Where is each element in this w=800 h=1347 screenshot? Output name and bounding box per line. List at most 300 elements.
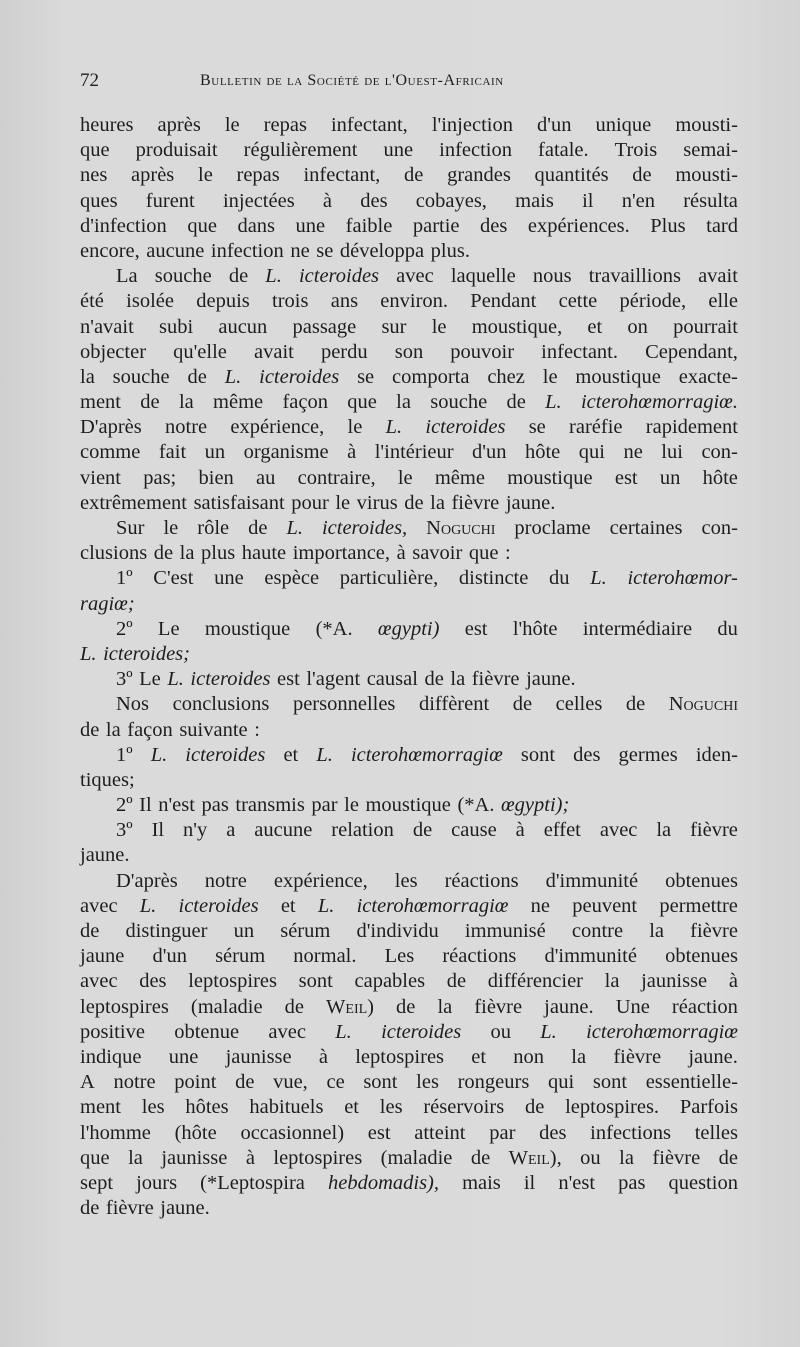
word: : (505, 542, 511, 565)
word: infectant, (330, 114, 408, 136)
word: (*A. (457, 794, 495, 817)
word: été (80, 290, 104, 313)
word: 3º (116, 668, 133, 691)
text-line (80, 113, 738, 138)
word: elle (708, 290, 738, 313)
word: façon (282, 391, 328, 414)
word: de (718, 1146, 738, 1169)
word: icterohœmorragiœ (586, 1020, 738, 1043)
word: furent (145, 189, 195, 212)
word: nous (532, 265, 572, 288)
word: transmis (235, 794, 305, 817)
word: souche (154, 265, 212, 288)
text-line (80, 1171, 738, 1196)
word: L. (167, 668, 184, 691)
word: ne (290, 239, 310, 262)
word: expériences. (527, 214, 630, 237)
word: infectant. (541, 340, 619, 363)
word: aucune (254, 819, 313, 842)
word: les (141, 1096, 165, 1119)
text-line (80, 642, 738, 667)
word: L. (224, 365, 242, 388)
word: virus (356, 491, 398, 514)
word: savoir (412, 542, 463, 565)
word: leptospires. (565, 1096, 660, 1119)
word: de (140, 391, 160, 414)
word: d'individu (356, 920, 439, 942)
word: peuvent (572, 894, 638, 917)
word: (maladie (380, 1146, 453, 1169)
word: icteroides (185, 743, 266, 766)
word: L. (150, 743, 168, 766)
word: d'infection (80, 214, 167, 237)
word: particulière, (339, 567, 439, 590)
word: par (311, 794, 338, 817)
word: trois (272, 290, 309, 313)
word: de (80, 718, 100, 741)
word: plus (201, 542, 236, 565)
word: pouvoir (450, 340, 515, 363)
word: réaction (671, 995, 738, 1018)
word: ou (580, 1146, 601, 1169)
word: de (248, 517, 268, 539)
word: qui (578, 441, 605, 464)
word: des (360, 189, 388, 212)
word: environ. (380, 290, 449, 313)
word: habituels (249, 1096, 324, 1119)
word: fièvre (690, 819, 738, 842)
word: jaune. (526, 668, 576, 691)
word: des (539, 1121, 567, 1144)
word: par (489, 1121, 516, 1144)
word: est (614, 466, 638, 489)
word: obtenues (665, 945, 738, 968)
word: distincte (458, 567, 529, 590)
word: notre (165, 416, 208, 439)
word: Weil) (326, 995, 374, 1018)
word: telles (694, 1121, 738, 1144)
word: l'hôte (512, 617, 558, 640)
word: cause (451, 819, 497, 842)
word: icteroides, (321, 517, 408, 539)
word: des (480, 214, 508, 237)
word: L. (317, 894, 335, 917)
word: période, (619, 290, 687, 313)
word: permettre (659, 894, 738, 917)
word: jaune. (160, 1197, 210, 1220)
word: comporta (392, 365, 470, 388)
word: d'un (537, 114, 572, 136)
word: œgypti); (501, 794, 570, 817)
word: avec (80, 970, 118, 993)
word: aucun (218, 315, 268, 338)
word: subi (158, 315, 194, 338)
word: le (344, 794, 359, 817)
word: de (153, 542, 174, 565)
word: de (80, 920, 100, 942)
word: la (619, 1146, 634, 1169)
word: avec (80, 894, 118, 917)
word: obtenue (174, 1020, 240, 1043)
text-line (80, 995, 738, 1020)
word: de (284, 995, 304, 1018)
word: icteroides (381, 1020, 462, 1043)
word: la (649, 920, 665, 942)
word: ne (623, 441, 643, 464)
word: diffèrent (418, 693, 490, 716)
word: personnelles (292, 693, 396, 716)
word: isolée (126, 290, 174, 313)
word: pour (291, 491, 329, 514)
word: L. (80, 642, 97, 665)
text-line (80, 894, 738, 919)
word: icteroides (298, 265, 380, 288)
word: au (256, 466, 276, 489)
word: que (347, 391, 377, 414)
word: moustique, (471, 315, 563, 338)
word: est (277, 668, 300, 691)
text-line (80, 1095, 738, 1120)
running-head: Bulletin de la Société de l'Ouest-Africain (200, 72, 504, 89)
word: rôle (197, 517, 230, 539)
word: hôte (524, 441, 561, 464)
word: et (344, 1096, 359, 1119)
word: régulièrement (243, 139, 358, 162)
word: Pendant (470, 290, 537, 313)
word: fièvre (474, 995, 523, 1018)
word: fatale. (538, 139, 589, 162)
word: de (506, 391, 526, 414)
word: ment (80, 391, 121, 414)
word: différencier (487, 970, 583, 993)
text-line (80, 163, 738, 188)
word: mousti- (675, 164, 738, 187)
word: n'est (558, 1171, 596, 1194)
word: icteroides (178, 894, 259, 917)
word: de (80, 1197, 100, 1220)
word: et (471, 1045, 487, 1068)
word: jours (136, 1171, 178, 1194)
word: capables (354, 970, 426, 993)
word: n'est (158, 794, 195, 817)
word: obtenues (665, 869, 738, 892)
word: Parfois (679, 1096, 738, 1119)
word: rapidement (645, 416, 738, 439)
word: est (464, 617, 488, 640)
word: jaune. (80, 844, 130, 867)
word: injectées (222, 189, 295, 212)
text-line (80, 264, 738, 289)
word: de (524, 1096, 545, 1119)
word: occasionnel) (240, 1121, 345, 1144)
word: l'intérieur (374, 441, 454, 464)
word: plus. (430, 239, 470, 262)
word: de (228, 265, 249, 288)
word: que (468, 542, 499, 565)
word: icteroides (190, 668, 271, 691)
word: le (347, 416, 363, 439)
word: L. (545, 391, 562, 414)
word: L. (590, 567, 607, 590)
word: la (178, 391, 194, 414)
word: à (322, 189, 333, 212)
text-line (80, 692, 738, 717)
word: Les (384, 945, 415, 968)
word: extrêmement (80, 491, 188, 514)
word: la (430, 491, 445, 514)
word: conclusions (172, 693, 270, 716)
word: L. (335, 1020, 352, 1043)
word: L. (385, 416, 403, 439)
word: icterohœmorragiœ (356, 894, 509, 917)
word: du (549, 567, 570, 590)
text-line (80, 718, 738, 743)
word: réactions (444, 869, 519, 892)
word: Le (157, 617, 180, 640)
word: non (513, 1045, 545, 1068)
word: de (396, 995, 416, 1018)
word: avec (396, 265, 434, 288)
word: con- (701, 517, 738, 539)
word: leptospires (355, 1045, 445, 1068)
word: fièvre (690, 920, 738, 942)
text-line (80, 340, 738, 365)
word: ragiœ; (80, 592, 135, 615)
word: et (280, 894, 296, 917)
word: la (656, 819, 672, 842)
word: Une (615, 995, 650, 1018)
word: mais (462, 1171, 501, 1194)
word: vient (80, 466, 121, 489)
word: La (116, 265, 138, 288)
word: après (131, 164, 175, 187)
word: essentielle- (645, 1071, 738, 1094)
word: 3º (116, 819, 133, 842)
word: mais (515, 189, 554, 212)
word: immunisé (464, 920, 546, 942)
word: d'immunité (545, 869, 639, 892)
word: icteroides (259, 365, 340, 388)
word: sept (80, 1171, 114, 1194)
word: passage (292, 315, 357, 338)
text-line (80, 793, 738, 818)
word: mousti- (675, 114, 738, 136)
word: ans (330, 290, 359, 313)
word: à (728, 970, 738, 993)
word: avait (254, 340, 294, 363)
word: la (571, 1045, 587, 1068)
word: une (168, 1045, 199, 1068)
word: que (187, 214, 217, 237)
text-line (80, 214, 738, 239)
word: de (187, 365, 207, 388)
text-line (80, 1070, 738, 1095)
text-line (80, 1045, 738, 1070)
word: la (450, 668, 466, 691)
word: jaune (80, 945, 125, 968)
word: de (625, 693, 646, 716)
word: produisait (135, 139, 218, 162)
word: Sur (116, 517, 145, 539)
text-line (80, 1146, 738, 1171)
word: n'avait (80, 315, 134, 338)
word: sérum (280, 920, 331, 942)
word: de (404, 164, 424, 187)
word: effet (543, 819, 581, 842)
word: infections (590, 1121, 672, 1144)
text-line (80, 440, 738, 465)
word: à (245, 1146, 255, 1169)
word: infection (439, 139, 512, 162)
text-line (80, 315, 738, 340)
word: Nos (116, 693, 150, 716)
word: on (627, 315, 648, 338)
word: et (587, 315, 603, 338)
word: même (434, 466, 485, 489)
word: quantités (534, 164, 609, 187)
text-line (80, 566, 738, 591)
word: vue, (273, 1071, 308, 1094)
text-line (80, 415, 738, 440)
word: sont (592, 1071, 628, 1094)
body-text (80, 113, 738, 1221)
word: 1º (116, 743, 133, 766)
word: la (396, 391, 411, 414)
word: l'agent (306, 668, 361, 691)
word: Il (151, 819, 165, 842)
word: de (470, 1146, 491, 1169)
word: souche (112, 365, 170, 388)
word: de (235, 1071, 255, 1094)
word: L. (265, 265, 282, 288)
word: de (424, 668, 444, 691)
word: perdu (320, 340, 368, 363)
word: n'y (183, 819, 208, 842)
word: tiques; (80, 768, 135, 791)
word: façon (127, 718, 173, 741)
word: L. (139, 894, 157, 917)
word: moustique (204, 617, 291, 640)
text-line (80, 869, 738, 894)
text-line (80, 491, 738, 516)
word: grandes (447, 164, 511, 187)
word: raréfie (569, 416, 623, 439)
word: point (174, 1071, 217, 1094)
word: d'un (472, 441, 507, 464)
word: le (397, 466, 413, 489)
word: moustique (365, 794, 451, 817)
word: ne (530, 894, 551, 917)
word: résulta (683, 189, 738, 212)
word: notre (204, 869, 247, 892)
word: Noguchi (426, 517, 496, 539)
word: Noguchi (668, 693, 738, 716)
word: question (668, 1171, 738, 1194)
text-line (80, 743, 738, 768)
word: icterohœmorragiœ (350, 743, 503, 766)
word: D'après (80, 416, 142, 439)
word: de (632, 164, 652, 187)
word: semai- (683, 139, 738, 162)
word: germes (618, 743, 678, 766)
word: con- (701, 441, 738, 464)
word: depuis (196, 290, 250, 313)
word: le (431, 315, 447, 338)
word: de (446, 970, 467, 993)
word: D'après (116, 869, 178, 892)
word: haute (241, 542, 287, 565)
word: un (233, 920, 255, 942)
word: aucune (146, 239, 205, 262)
word: une (295, 214, 326, 237)
word: exacte- (678, 365, 738, 388)
word: Trois (614, 139, 658, 162)
word: sérum (215, 945, 266, 968)
word: encore, (80, 239, 140, 262)
word: avec (599, 819, 638, 842)
text-line (80, 1020, 738, 1045)
word: les (416, 1071, 439, 1094)
word: laquelle (450, 265, 516, 288)
word: la (604, 970, 620, 993)
word: A (80, 1071, 95, 1094)
word: expérience, (273, 869, 368, 892)
word: avec (268, 1020, 306, 1043)
word: proclame (514, 517, 591, 539)
word: même (213, 391, 264, 414)
text-line (80, 768, 738, 793)
word: jaunisse (225, 1045, 292, 1068)
word: contraire, (297, 466, 376, 489)
word: C'est (153, 567, 194, 590)
word: des (573, 743, 601, 766)
word: icterohœmor- (627, 567, 738, 590)
word: L. (540, 1020, 557, 1043)
page-number: 72 (80, 70, 99, 91)
word: jaune. (505, 491, 556, 514)
word: leptospires (273, 1146, 363, 1169)
word: (hôte (174, 1121, 217, 1144)
word: ou (490, 1020, 511, 1043)
word: sur (381, 315, 407, 338)
word: se (316, 239, 334, 262)
word: pas (618, 1171, 646, 1194)
word: jaune. (544, 995, 594, 1018)
word: fièvre (613, 1045, 662, 1068)
word: tard (706, 214, 738, 237)
word: un (204, 441, 226, 464)
text-line (80, 919, 738, 944)
word: : (254, 718, 260, 741)
text-line (80, 944, 738, 969)
page-header (80, 64, 740, 98)
word: distinguer (125, 920, 208, 942)
word: qui (548, 1071, 575, 1094)
word: fait (158, 441, 187, 464)
word: satisfaisant (193, 491, 285, 514)
word: icterohœmorragiœ. (580, 391, 738, 414)
text-line (80, 1196, 738, 1221)
word: Cependant, (645, 340, 738, 363)
word: faible (345, 214, 393, 237)
word: repas (236, 164, 280, 187)
word: certaines (609, 517, 683, 539)
word: 1º (116, 567, 133, 590)
word: expérience, (230, 416, 325, 439)
text-line (80, 541, 738, 566)
word: pas; (143, 466, 177, 489)
text-line (80, 390, 738, 415)
